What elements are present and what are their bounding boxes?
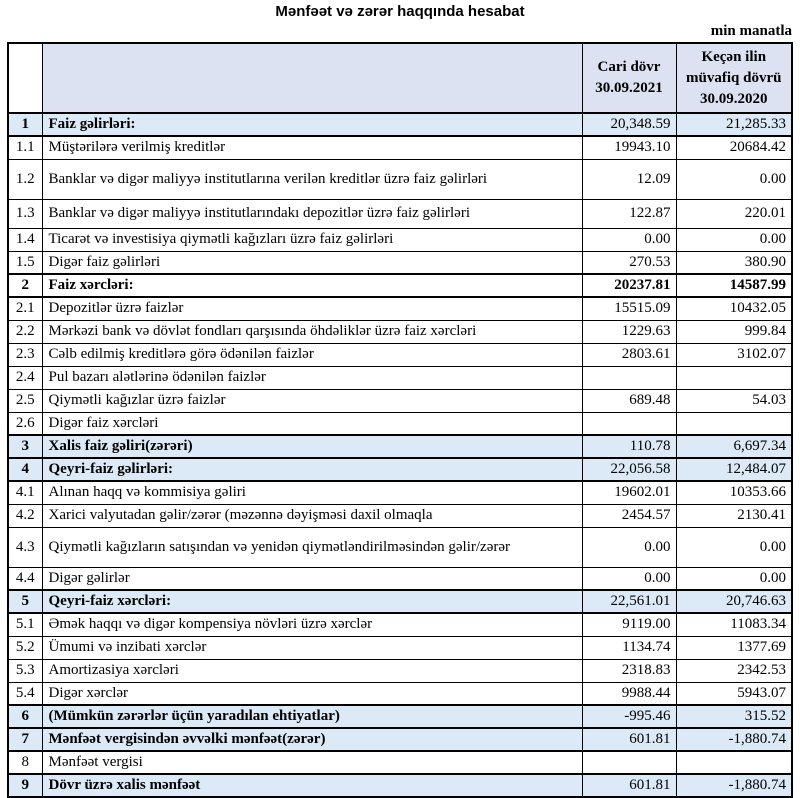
row-value-previous: 0.00 (676, 159, 792, 199)
table-row (8, 251, 792, 274)
row-number: 7 (8, 728, 42, 751)
row-number: 5 (8, 590, 42, 613)
table-row (8, 199, 792, 228)
row-value-previous (676, 412, 792, 435)
row-number: 2 (8, 274, 42, 297)
row-value-previous: 0.00 (676, 567, 792, 590)
row-number: 1 (8, 113, 42, 136)
row-value-previous: 2130.41 (676, 504, 792, 527)
table-header-row (8, 43, 792, 113)
row-value-previous: 11083.34 (676, 613, 792, 636)
row-number: 9 (8, 774, 42, 797)
row-value-current: 22,056.58 (582, 458, 676, 481)
row-value-current: 1229.63 (582, 320, 676, 343)
row-number: 5.2 (8, 636, 42, 659)
table-row (8, 366, 792, 389)
row-number: 2.6 (8, 412, 42, 435)
row-label: Digər faiz xərcləri (42, 412, 582, 435)
table-row (8, 159, 792, 199)
row-number: 6 (8, 705, 42, 728)
table-row (8, 728, 792, 751)
row-value-previous: 0.00 (676, 228, 792, 251)
row-number: 3 (8, 435, 42, 458)
table-row (8, 228, 792, 251)
row-value-current: 22,561.01 (582, 590, 676, 613)
row-label: (Mümkün zərərlər üçün yaradılan ehtiyatlar) (42, 705, 582, 728)
row-value-current: 2318.83 (582, 659, 676, 682)
row-value-previous: 10353.66 (676, 481, 792, 504)
row-label: Mərkəzi bank və dövlət fondları qarşısında öhdəliklər üzrə faiz xərcləri (42, 320, 582, 343)
row-value-previous: 54.03 (676, 389, 792, 412)
row-number: 2.1 (8, 297, 42, 320)
row-label: Müştərilərə verilmiş kreditlər (42, 136, 582, 159)
row-value-previous: 20,746.63 (676, 590, 792, 613)
previous-period-label-1: Keçən ilin (701, 48, 767, 65)
header-cell-current-period (582, 43, 676, 113)
row-number: 8 (8, 751, 42, 774)
current-period-date: 30.09.2021 (595, 80, 663, 96)
row-label: Pul bazarı alətlərinə ödənilən faizlər (42, 366, 582, 389)
row-number: 5.1 (8, 613, 42, 636)
header-cell-number (8, 43, 42, 113)
row-label: Digər gəlirlər (42, 567, 582, 590)
row-value-current: 12.09 (582, 159, 676, 199)
row-label: Alınan haqq və kommisiya gəliri (42, 481, 582, 504)
table-row (8, 481, 792, 504)
row-number: 1.1 (8, 136, 42, 159)
row-number: 5.3 (8, 659, 42, 682)
row-value-previous: 12,484.07 (676, 458, 792, 481)
row-value-current: 2454.57 (582, 504, 676, 527)
row-number: 4.3 (8, 527, 42, 567)
table-row (8, 343, 792, 366)
row-value-previous: 6,697.34 (676, 435, 792, 458)
table-row (8, 527, 792, 567)
table-row (8, 504, 792, 527)
row-value-previous: 1377.69 (676, 636, 792, 659)
header-cell-description (42, 43, 582, 113)
row-label: Depozitlər üzrə faizlər (42, 297, 582, 320)
row-label: Digər xərclər (42, 682, 582, 705)
row-number: 1.3 (8, 199, 42, 228)
row-number: 2.4 (8, 366, 42, 389)
row-label: Ümumi və inzibati xərclər (42, 636, 582, 659)
row-label: Mənfəət vergisi (42, 751, 582, 774)
row-value-current: 0.00 (582, 567, 676, 590)
row-value-previous: 999.84 (676, 320, 792, 343)
row-number: 4 (8, 458, 42, 481)
row-value-current: 19602.01 (582, 481, 676, 504)
row-label: Amortizasiya xərcləri (42, 659, 582, 682)
table-row (8, 320, 792, 343)
header-cell-previous-period (676, 43, 792, 113)
row-number: 1.2 (8, 159, 42, 199)
previous-period-date: 30.09.2020 (700, 90, 768, 107)
row-value-previous: -1,880.74 (676, 774, 792, 797)
table-row (8, 636, 792, 659)
row-label: Qeyri-faiz xərcləri: (42, 590, 582, 613)
row-label: Xarici valyutadan gəlir/zərər (məzənnə dəyişməsi daxil olmaqla (42, 504, 582, 527)
row-value-current: 2803.61 (582, 343, 676, 366)
row-number: 5.4 (8, 682, 42, 705)
unit-note: min manatla (710, 23, 792, 39)
table-row (8, 435, 792, 458)
row-value-current: -995.46 (582, 705, 676, 728)
table-row (8, 297, 792, 320)
row-value-previous: 10432.05 (676, 297, 792, 320)
table-row (8, 751, 792, 774)
table-row (8, 705, 792, 728)
row-value-current (582, 366, 676, 389)
row-number: 2.2 (8, 320, 42, 343)
row-number: 1.4 (8, 228, 42, 251)
row-label: Ticarət və investisiya qiymətli kağızları üzrə faiz gəlirləri (42, 228, 582, 251)
row-label: Əmək haqqı və digər kompensiya növləri üzrə xərclər (42, 613, 582, 636)
row-value-current: 601.81 (582, 774, 676, 797)
row-label: Dövr üzrə xalis mənfəət (42, 774, 582, 797)
row-value-current: 0.00 (582, 228, 676, 251)
row-label: Digər faiz gəlirləri (42, 251, 582, 274)
row-value-previous: 220.01 (676, 199, 792, 228)
row-label: Xalis faiz gəliri(zərəri) (42, 435, 582, 458)
row-value-previous: 20684.42 (676, 136, 792, 159)
row-value-current: 9119.00 (582, 613, 676, 636)
row-value-current: 0.00 (582, 527, 676, 567)
table-row (8, 590, 792, 613)
row-value-current: 110.78 (582, 435, 676, 458)
table-row (8, 136, 792, 159)
table-row (8, 567, 792, 590)
row-label: Qeyri-faiz gəlirləri: (42, 458, 582, 481)
row-value-previous: 3102.07 (676, 343, 792, 366)
row-value-current: 15515.09 (582, 297, 676, 320)
row-number: 4.4 (8, 567, 42, 590)
row-label: Banklar və digər maliyyə institutlarına verilən kreditlər üzrə faiz gəlirləri (42, 159, 582, 199)
row-value-previous: 380.90 (676, 251, 792, 274)
row-label: Banklar və digər maliyyə institutlarındakı depozitlər üzrə faiz gəlirləri (42, 199, 582, 228)
row-number: 4.2 (8, 504, 42, 527)
table-row (8, 774, 792, 797)
current-period-label: Cari dövr (597, 59, 661, 75)
row-value-current: 1134.74 (582, 636, 676, 659)
row-value-current: 689.48 (582, 389, 676, 412)
table-row (8, 613, 792, 636)
row-value-previous: 0.00 (676, 527, 792, 567)
table-row (8, 389, 792, 412)
row-number: 2.3 (8, 343, 42, 366)
row-value-previous: 2342.53 (676, 659, 792, 682)
row-label: Faiz xərcləri: (42, 274, 582, 297)
row-value-previous: 21,285.33 (676, 113, 792, 136)
row-value-previous (676, 366, 792, 389)
row-number: 2.5 (8, 389, 42, 412)
table-row (8, 274, 792, 297)
row-value-current: 20,348.59 (582, 113, 676, 136)
row-value-previous (676, 751, 792, 774)
row-value-previous: 5943.07 (676, 682, 792, 705)
row-number: 1.5 (8, 251, 42, 274)
row-value-previous: 14587.99 (676, 274, 792, 297)
page-title: Mənfəət və zərər haqqında hesabat (275, 3, 525, 20)
row-label: Qiymətli kağızlar üzrə faizlər (42, 389, 582, 412)
row-label: Cəlb edilmiş kreditlərə görə ödənilən faizlər (42, 343, 582, 366)
row-label: Faiz gəlirləri: (42, 113, 582, 136)
previous-period-label-2: müvafiq dövrü (686, 69, 782, 86)
row-value-current: 9988.44 (582, 682, 676, 705)
profit-loss-table (7, 42, 793, 798)
row-value-previous: -1,880.74 (676, 728, 792, 751)
row-value-current: 20237.81 (582, 274, 676, 297)
row-value-current (582, 751, 676, 774)
table-row (8, 682, 792, 705)
row-value-current: 270.53 (582, 251, 676, 274)
row-value-previous: 315.52 (676, 705, 792, 728)
row-label: Mənfəət vergisindən əvvəlki mənfəət(zərər) (42, 728, 582, 751)
row-value-current (582, 412, 676, 435)
table-row (8, 659, 792, 682)
table-row (8, 458, 792, 481)
row-value-current: 19943.10 (582, 136, 676, 159)
table-body (8, 113, 792, 797)
row-number: 4.1 (8, 481, 42, 504)
row-label: Qiymətli kağızların satışından və yenidən qiymətləndirilməsindən gəlir/zərər (42, 527, 582, 567)
row-value-current: 122.87 (582, 199, 676, 228)
table-row (8, 113, 792, 136)
row-value-current: 601.81 (582, 728, 676, 751)
table-row (8, 412, 792, 435)
